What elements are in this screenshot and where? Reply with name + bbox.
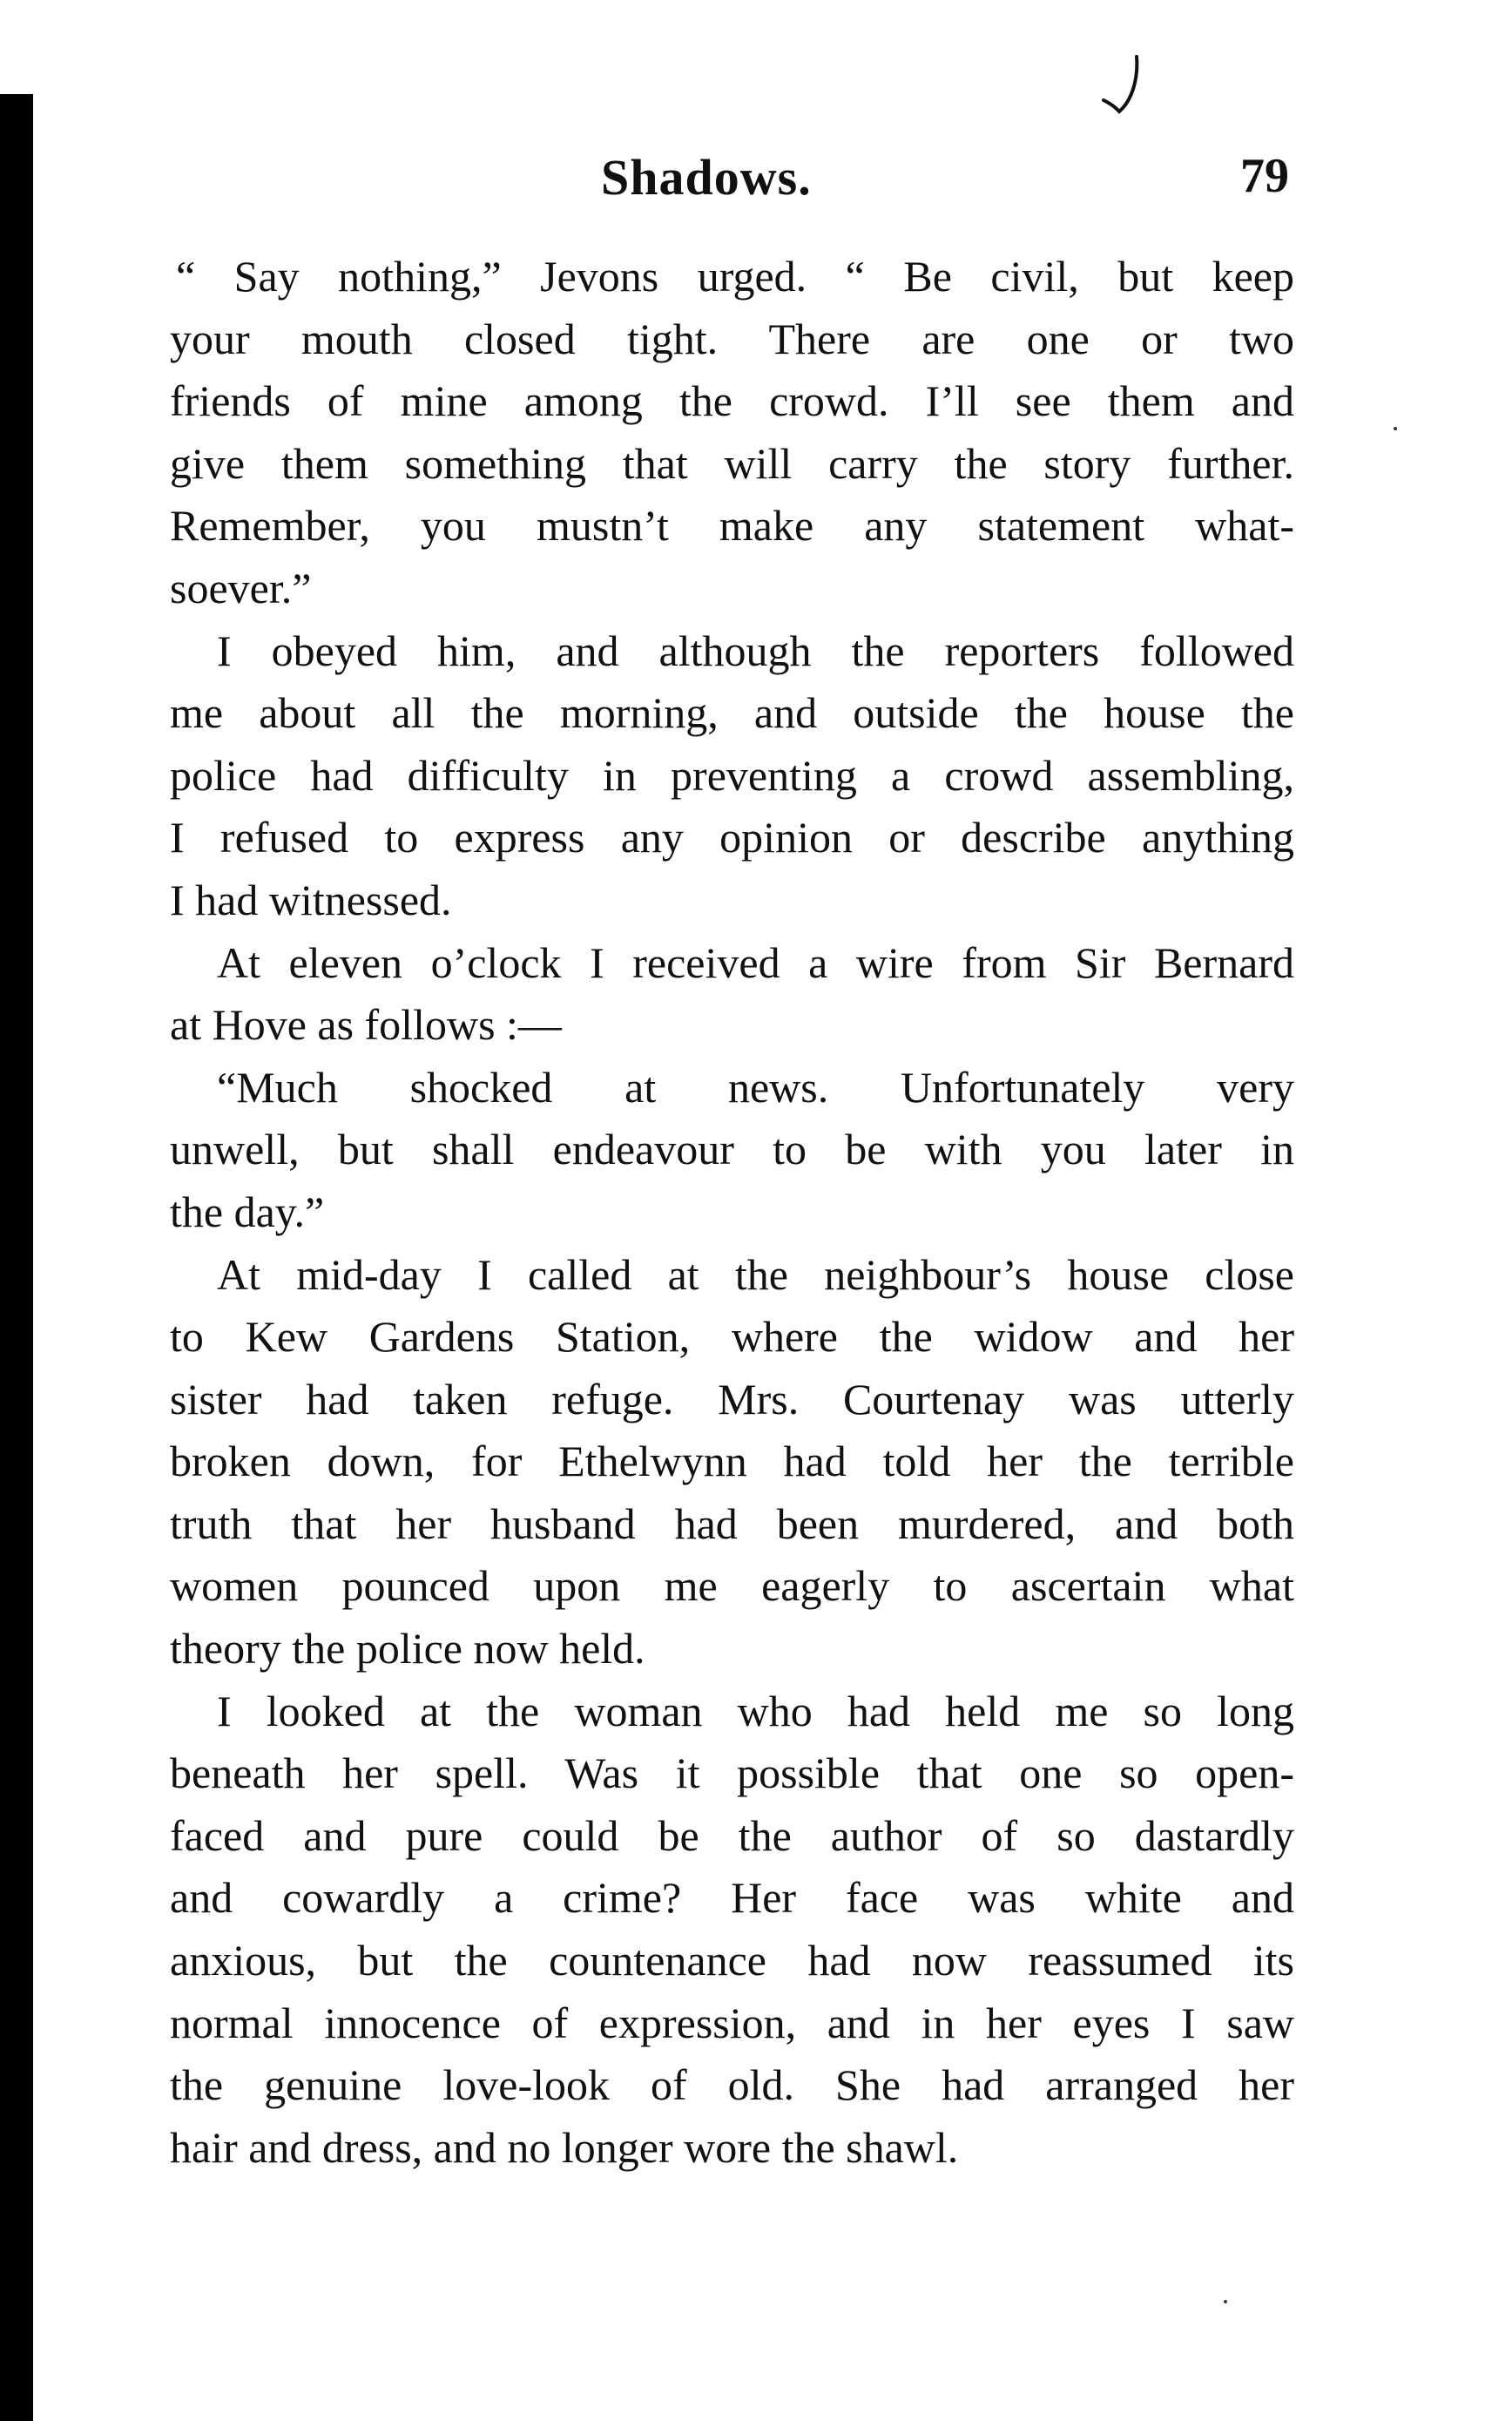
text-line: “ Say nothing,” Jevons urged. “ Be civil, but keep <box>176 252 1294 301</box>
paragraph <box>170 1057 1294 1244</box>
text-line: the day.” <box>170 1187 325 1236</box>
text-line: At mid-day I called at the neighbour’s house close <box>217 1249 1294 1299</box>
pencil-check-mark <box>1084 52 1145 118</box>
text-line: friends of mine among the crowd. I’ll see them and <box>170 376 1294 426</box>
text-line: and cowardly a crime? Her face was white and <box>170 1873 1294 1923</box>
text-line: unwell, but shall endeavour to be with you later in <box>170 1125 1294 1174</box>
scan-speck <box>1394 427 1397 430</box>
text-line: me about all the morning, and outside the house the <box>170 688 1294 738</box>
text-line: women pounced upon me eagerly to ascertain what <box>170 1561 1294 1611</box>
text-line: broken down, for Ethelwynn had told her the terrible <box>170 1437 1294 1486</box>
text-line: give them something that will carry the story further. <box>170 438 1294 488</box>
text-line: “Much shocked at news. Unfortunately very <box>217 1062 1294 1112</box>
text-line: normal innocence of expression, and in her eyes I saw <box>170 1998 1294 2047</box>
text-line: theory the police now held. <box>170 1624 645 1674</box>
text-line: faced and pure could be the author of so dastardly <box>170 1810 1294 1860</box>
text-line: hair and dress, and no longer wore the shawl. <box>170 2122 959 2172</box>
text-line: I obeyed him, and although the reporters followed <box>217 626 1294 675</box>
paragraph <box>170 1244 1294 1680</box>
paragraph <box>170 1680 1294 2180</box>
text-line: sister had taken refuge. Mrs. Courtenay was utterly <box>170 1374 1294 1424</box>
paragraph <box>170 246 1294 620</box>
text-line: police had difficulty in preventing a crowd assembling, <box>170 750 1294 800</box>
text-line: At eleven o’clock I received a wire from Sir Bernard <box>217 937 1294 987</box>
text-line: soever.” <box>170 563 312 612</box>
paragraph <box>170 620 1294 932</box>
text-line: I refused to express any opinion or describe anything <box>170 813 1294 862</box>
text-line: to Kew Gardens Station, where the widow and her <box>170 1312 1294 1362</box>
text-line: anxious, but the countenance had now reassumed its <box>170 1936 1294 1985</box>
text-line: your mouth closed tight. There are one or two <box>170 314 1294 363</box>
page-number: 79 <box>1240 149 1289 203</box>
text-line: at Hove as follows :— <box>170 1000 562 1050</box>
running-header-title: Shadows. <box>601 149 812 206</box>
text-line: I looked at the woman who had held me so long <box>217 1686 1294 1735</box>
scan-speck <box>1224 2300 1227 2303</box>
text-line: I had witnessed. <box>170 875 452 924</box>
text-line: truth that her husband had been murdered, and both <box>170 1498 1294 1548</box>
text-line: Remember, you mustn’t make any statement what- <box>170 501 1294 551</box>
scan-binding-edge <box>0 94 33 2421</box>
body-text <box>170 246 1294 2179</box>
text-line: beneath her spell. Was it possible that one so open- <box>170 1748 1294 1798</box>
paragraph <box>170 932 1294 1057</box>
text-line: the genuine love-look of old. She had arranged her <box>170 2060 1294 2110</box>
